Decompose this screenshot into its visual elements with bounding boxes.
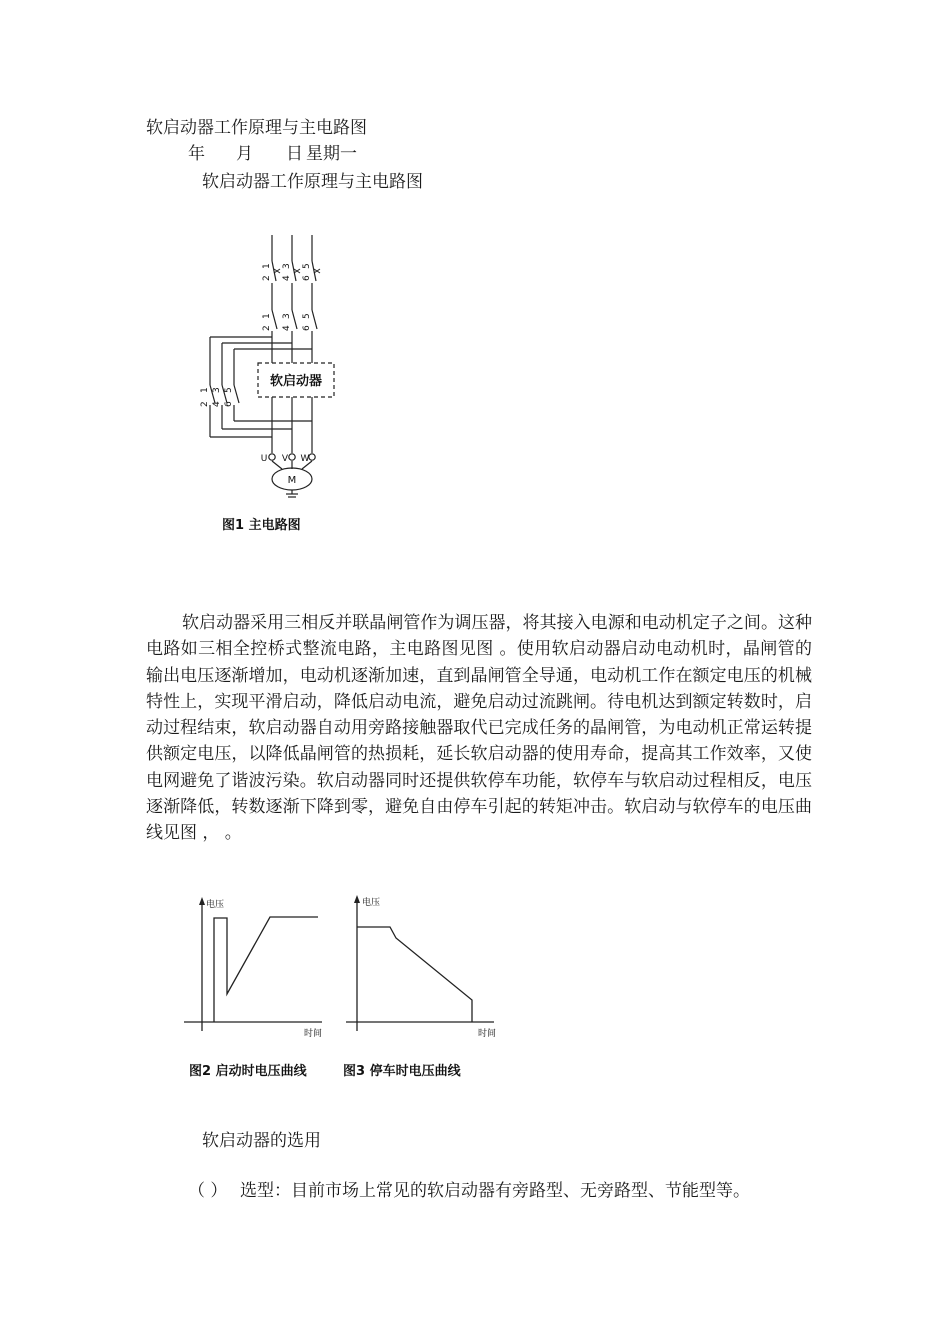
date-year: 年	[188, 144, 205, 164]
document-title: 软启动器工作原理与主电路图	[146, 118, 367, 138]
y-axis-arrow	[354, 895, 360, 903]
stop-voltage-chart	[340, 893, 500, 1043]
switch-number-2c: 2	[200, 401, 210, 407]
start-voltage-curve	[214, 917, 318, 1022]
switch-number-2: 2	[262, 275, 272, 281]
y-axis-arrow	[199, 897, 205, 905]
switch-number-5: 5	[302, 263, 312, 269]
figure3-caption: 图3 停车时电压曲线	[343, 1064, 461, 1079]
switch-number-4: 4	[282, 275, 292, 281]
switch-number-3c: 3	[212, 387, 222, 393]
switch-number-3: 3	[282, 263, 292, 269]
terminal-w	[309, 454, 315, 460]
switch-number-6b: 6	[302, 325, 312, 331]
figure3-xlabel: 时间	[478, 1029, 497, 1039]
section-heading: 软启动器的选用	[202, 1131, 321, 1151]
figure3-ylabel: 电压	[362, 898, 381, 908]
switch-number-1c: 1	[200, 387, 210, 393]
figure1-caption: 图1 主电路图	[222, 518, 301, 533]
date-day: 日	[286, 144, 303, 164]
figure2-xlabel: 时间	[304, 1029, 323, 1039]
soft-starter-label: 软启动器	[269, 374, 323, 389]
document-subtitle: 软启动器工作原理与主电路图	[202, 172, 423, 192]
date-month: 月	[236, 144, 253, 164]
terminal-v	[289, 454, 295, 460]
switch-number-4b: 4	[282, 325, 292, 331]
stop-voltage-curve	[357, 927, 472, 1022]
motor-label: M	[287, 475, 297, 486]
switch-number-5c: 5	[224, 387, 234, 393]
figure2-caption: 图2 启动时电压曲线	[189, 1064, 307, 1079]
list-item-text: 选型：目前市场上常见的软启动器有旁路型、无旁路型、节能型等。	[240, 1181, 750, 1201]
switch-number-5b: 5	[302, 313, 312, 319]
figure2-ylabel: 电压	[206, 900, 225, 910]
body-paragraph: 软启动器采用三相反并联晶闸管作为调压器，将其接入电源和电动机定子之间。这种电路如三相全控桥式整流电路，主电路图见图 。使用软启动器启动电动机时，晶闸管的输出电压逐渐增加，电动机逐渐加速，直到晶闸管全导通，电动机工作在额定电压的机械特性上，实现平滑启动，降低启动电流，避免启动过流跳闸。待电机达到额定转数时，启动过程结束，软启动器自动用旁路接触器取代已完成任务的晶闸管，为电动机正常运转提供额定电压，以降低晶闸管的热损耗，延长软启动器的使用寿命，提高其工作效率，又使电网避免了谐波污染。软启动器同时还提供软停车功能，软停车与软启动过程相反，电压逐渐降低，转数逐渐下降到零，避免自由停车引起的转矩冲击。软启动与软停车的电压曲线见图 ， 。	[146, 613, 812, 844]
terminal-u-label: U	[260, 454, 268, 464]
list-item-marker: （ ）	[188, 1181, 228, 1201]
terminal-v-label: V	[281, 454, 289, 464]
start-voltage-chart	[182, 893, 332, 1043]
switch-number-2b: 2	[262, 325, 272, 331]
switch-number-3b: 3	[282, 313, 292, 319]
main-circuit-diagram	[190, 225, 340, 500]
terminal-u	[269, 454, 275, 460]
switch-number-6c: 6	[224, 401, 234, 407]
terminal-w-label: W	[300, 454, 310, 464]
date-weekday: 星期一	[306, 144, 357, 164]
switch-number-4c: 4	[212, 401, 222, 407]
switch-number-1b: 1	[262, 313, 272, 319]
switch-number-1: 1	[262, 263, 272, 269]
switch-number-6: 6	[302, 275, 312, 281]
